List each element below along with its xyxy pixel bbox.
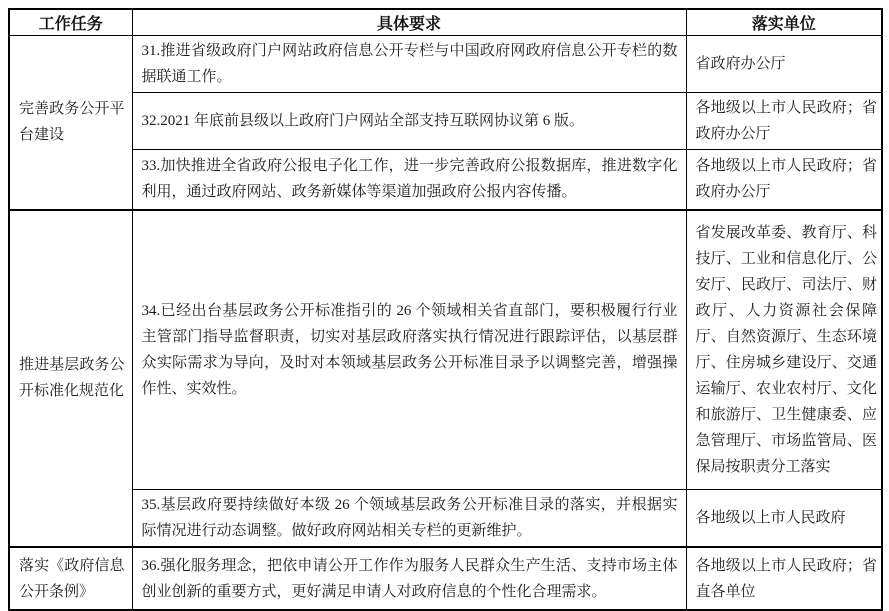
col-header-unit: 落实单位 (686, 9, 882, 36)
requirement-cell-34: 34.已经出台基层政务公开标准指引的 26 个领域相关省直部门，要积极履行行业主管部门指导监督职责，切实对基层政府落实执行情况进行跟踪评估，以基层群众实际需求为导向，及时对本领域基层政务公开标准目录予以调整完善，增强操作性、实效性。 (132, 210, 686, 490)
col-header-task: 工作任务 (9, 9, 132, 36)
table-row-34 (9, 210, 882, 490)
table-row-35 (9, 490, 882, 548)
table-row-36 (9, 547, 882, 610)
col-header-requirement: 具体要求 (132, 9, 686, 36)
table-row-31 (9, 36, 882, 93)
table-row-32 (9, 93, 882, 150)
unit-cell-35: 各地级以上市人民政府 (686, 490, 882, 548)
header-row (9, 9, 882, 36)
unit-cell-31: 省政府办公厅 (686, 36, 882, 93)
unit-cell-33: 各地级以上市人民政府；省政府办公厅 (686, 150, 882, 210)
task-table (8, 8, 883, 611)
unit-cell-34: 省发展改革委、教育厅、科技厅、工业和信息化厅、公安厅、民政厅、司法厅、财政厅、人力资源社会保障厅、自然资源厅、生态环境厅、住房城乡建设厅、交通运输厅、农业农村厅、文化和旅游厅、卫生健康委、应急管理厅、市场监管局、医保局按职责分工落实 (686, 210, 882, 490)
unit-cell-32: 各地级以上市人民政府；省政府办公厅 (686, 93, 882, 150)
requirement-cell-35: 35.基层政府要持续做好本级 26 个领域基层政务公开标准目录的落实，并根据实际情况进行动态调整。做好政府网站相关专栏的更新维护。 (132, 490, 686, 548)
document-table-container (8, 8, 883, 611)
table-row-33 (9, 150, 882, 210)
requirement-cell-33: 33.加快推进全省政府公报电子化工作，进一步完善政府公报数据库，推进数字化利用，通过政府网站、政务新媒体等渠道加强政府公报内容传播。 (132, 150, 686, 210)
requirement-cell-31: 31.推进省级政府门户网站政府信息公开专栏与中国政府网政府信息公开专栏的数据联通工作。 (132, 36, 686, 93)
task-group-cell-2: 推进基层政务公开标准化规范化 (9, 210, 132, 548)
task-group-cell-3: 落实《政府信息公开条例》 (9, 547, 132, 610)
requirement-cell-32: 32.2021 年底前县级以上政府门户网站全部支持互联网协议第 6 版。 (132, 93, 686, 150)
unit-cell-36: 各地级以上市人民政府；省直各单位 (686, 547, 882, 610)
task-group-cell-1: 完善政务公开平台建设 (9, 36, 132, 210)
requirement-cell-36: 36.强化服务理念，把依申请公开工作作为服务人民群众生产生活、支持市场主体创业创新的重要方式，更好满足申请人对政府信息的个性化合理需求。 (132, 547, 686, 610)
